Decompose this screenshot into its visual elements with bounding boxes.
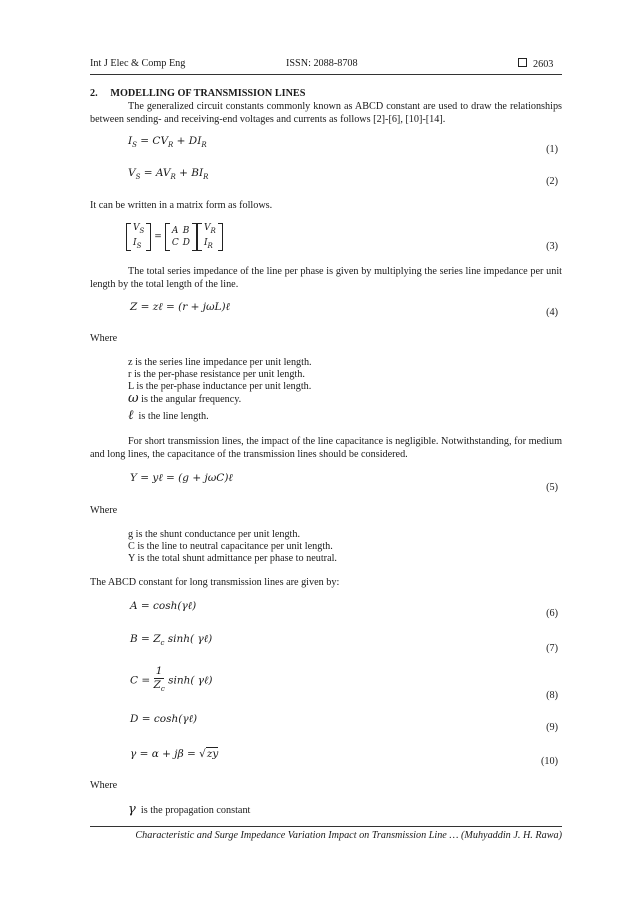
- where-1: Where: [90, 333, 118, 344]
- equation-3-number: (3): [546, 241, 558, 252]
- equation-9: D = cosh(γℓ): [130, 713, 198, 725]
- equation-2: $V_S = AV_R + BI_R$: [128, 167, 209, 182]
- footer-running-title: Characteristic and Surge Impedance Variation Impact on Transmission Line … (Muhyaddin J. H. Rawa): [135, 830, 562, 841]
- gamma-symbol: γ: [128, 802, 136, 817]
- def-g: g is the shunt conductance per unit length.: [128, 529, 301, 540]
- equation-9-number: (9): [546, 722, 558, 733]
- equation-2-number: (2): [546, 176, 558, 187]
- journal-name: Int J Elec & Comp Eng: [90, 58, 186, 69]
- def-omega-text: is the angular frequency.: [141, 394, 242, 405]
- equation-5: Y = yℓ = (g + jωC)ℓ: [130, 472, 233, 484]
- equation-10: γ = α + jβ = √zy: [130, 748, 219, 760]
- equation-1: $I_S = CV_R + DI_R$: [128, 135, 207, 150]
- def-L: L is the per-phase inductance per unit length.: [128, 381, 312, 392]
- page-number: 2603: [533, 59, 554, 70]
- equation-7-number: (7): [546, 643, 558, 654]
- header-rule: [90, 74, 562, 75]
- equation-8-number: (8): [546, 690, 558, 701]
- equation-5-number: (5): [546, 482, 558, 493]
- section-number: 2.: [90, 88, 98, 99]
- page-number-area: [518, 58, 553, 70]
- paragraph-3: The total series impedance of the line per phase is given by multiplying the series line impedance per unit length by the total length of the line.: [90, 266, 562, 290]
- where-3: Where: [90, 780, 118, 791]
- issn: ISSN: 2088-8708: [286, 58, 358, 69]
- def-Y: Y is the total shunt admittance per phase to neutral.: [128, 553, 337, 564]
- checkbox-icon: [518, 58, 527, 67]
- equation-1-number: (1): [546, 144, 558, 155]
- paragraph-4: For short transmission lines, the impact of the line capacitance is negligible. Notwithstanding, for medium and long lines, the capacitance of the transmission lines should be considered.: [90, 436, 562, 460]
- paragraph-2: It can be written in a matrix form as follows.: [90, 200, 273, 211]
- equation-6: A = cosh(γℓ): [130, 600, 197, 612]
- footer-rule: [90, 826, 562, 827]
- def-ell-text: is the line length.: [138, 411, 209, 422]
- paragraph-5: The ABCD constant for long transmission lines are given by:: [90, 577, 340, 588]
- where-2: Where: [90, 505, 118, 516]
- equation-10-number: (10): [541, 756, 558, 767]
- def-ell: [128, 410, 209, 424]
- ell-symbol: ℓ: [128, 408, 134, 423]
- section-heading: [90, 88, 305, 101]
- equation-4: Z = zℓ = (r + jωL)ℓ: [130, 301, 230, 313]
- def-omega: [128, 393, 241, 407]
- paragraph-1: The generalized circuit constants commonly known as ABCD constant are used to draw the relationships between sending- and receiving-end voltages and currents as follows [2]-[6], [10]-[14].: [90, 101, 562, 125]
- equation-8: C = $\frac{1}{Z_c}$ sinh( γℓ): [130, 665, 213, 694]
- omega-symbol: ω: [128, 391, 139, 406]
- def-z: z is the series line impedance per unit length.: [128, 357, 312, 368]
- section-title: MODELLING OF TRANSMISSION LINES: [110, 88, 306, 99]
- def-gamma-text: is the propagation constant: [140, 805, 251, 816]
- def-r: r is the per-phase resistance per unit length.: [128, 369, 305, 380]
- equation-4-number: (4): [546, 307, 558, 318]
- equation-7: $B = Z_c$ sinh( γℓ): [130, 633, 213, 648]
- def-C: C is the line to neutral capacitance per unit length.: [128, 541, 333, 552]
- equation-3: $V_S$ $I_S$ = A C B D $V_R$ $I_R$: [126, 222, 223, 254]
- equation-6-number: (6): [546, 608, 558, 619]
- def-gamma: [128, 804, 250, 818]
